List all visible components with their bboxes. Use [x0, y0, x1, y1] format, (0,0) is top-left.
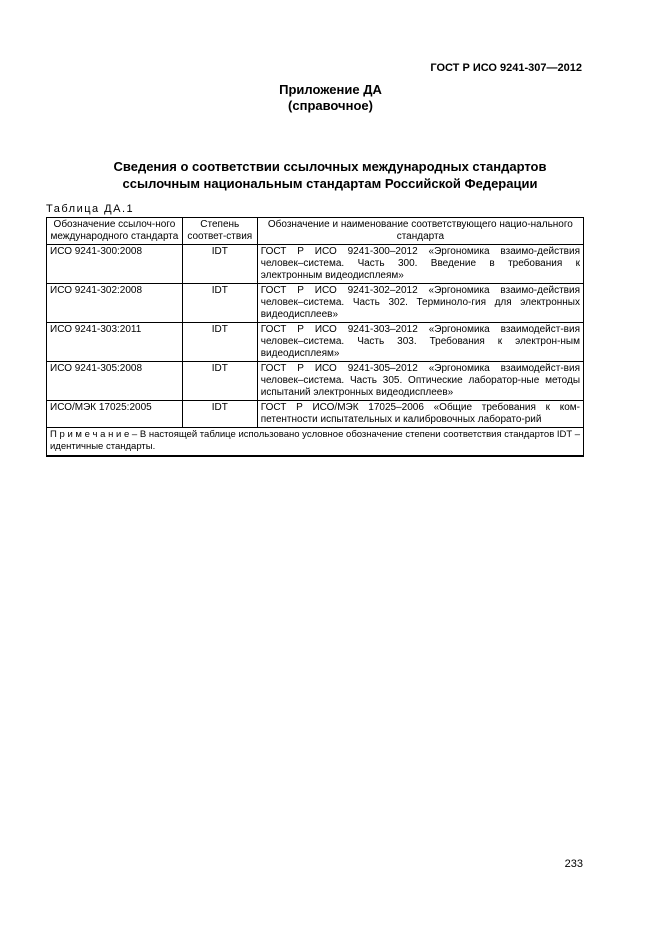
table-header-row — [47, 218, 584, 245]
cell-national: ГОСТ Р ИСО 9241-300–2012 «Эргономика взаимо-действия человек–система. Часть 300. Введение в требования к электронным видеодисплеям» — [257, 245, 583, 284]
cell-degree: IDT — [182, 284, 257, 323]
table-row — [47, 284, 584, 323]
cell-national: ГОСТ Р ИСО/МЭК 17025–2006 «Общие требования к ком-петентности испытательных и калибровочных лаборато-рий — [257, 401, 583, 428]
cell-degree: IDT — [182, 362, 257, 401]
column-header-degree: Степень соответ-ствия — [182, 218, 257, 245]
cell-national: ГОСТ Р ИСО 9241-302–2012 «Эргономика взаимо-действия человек–система. Часть 302. Терминоло-гия для электронных видеодисплеев» — [257, 284, 583, 323]
section-heading-line-1: Сведения о соответствии ссылочных международных стандартов — [113, 159, 547, 174]
table-row — [47, 245, 584, 284]
correspondence-table — [46, 217, 584, 457]
table-note-row — [47, 428, 584, 457]
cell-degree: IDT — [182, 401, 257, 428]
column-header-national: Обозначение и наименование соответствующего нацио-нального стандарта — [257, 218, 583, 245]
cell-reference: ИСО 9241-300:2008 — [47, 245, 183, 284]
table-note: П р и м е ч а н и е – В настоящей таблице использовано условное обозначение степени соответствия стандартов IDT – идентичные стандарты. — [47, 428, 584, 457]
table-row — [47, 323, 584, 362]
standard-code-header: ГОСТ Р ИСО 9241-307—2012 — [430, 62, 582, 74]
appendix-title: Приложение ДА — [279, 82, 382, 97]
cell-reference: ИСО 9241-303:2011 — [47, 323, 183, 362]
cell-reference: ИСО/МЭК 17025:2005 — [47, 401, 183, 428]
table-label: Таблица ДА.1 — [46, 203, 135, 215]
cell-reference: ИСО 9241-302:2008 — [47, 284, 183, 323]
cell-reference: ИСО 9241-305:2008 — [47, 362, 183, 401]
cell-degree: IDT — [182, 323, 257, 362]
cell-degree: IDT — [182, 245, 257, 284]
section-heading-line-2: ссылочным национальным стандартам Российской Федерации — [122, 176, 538, 191]
appendix-subtitle: (справочное) — [288, 98, 373, 113]
table-row — [47, 362, 584, 401]
column-header-reference: Обозначение ссылоч-ного международного стандарта — [47, 218, 183, 245]
cell-national: ГОСТ Р ИСО 9241-303–2012 «Эргономика взаимодейст-вия человек–система. Часть 303. Требования к электрон-ным видеодисплеям» — [257, 323, 583, 362]
page-number: 233 — [564, 858, 583, 870]
cell-national: ГОСТ Р ИСО 9241-305–2012 «Эргономика взаимодейст-вия человек–система. Часть 305. Оптические лаборатор-ные методы испытаний электронных видеодисплеев» — [257, 362, 583, 401]
section-heading — [70, 158, 590, 192]
appendix-title-block — [0, 82, 661, 114]
table-row — [47, 401, 584, 428]
